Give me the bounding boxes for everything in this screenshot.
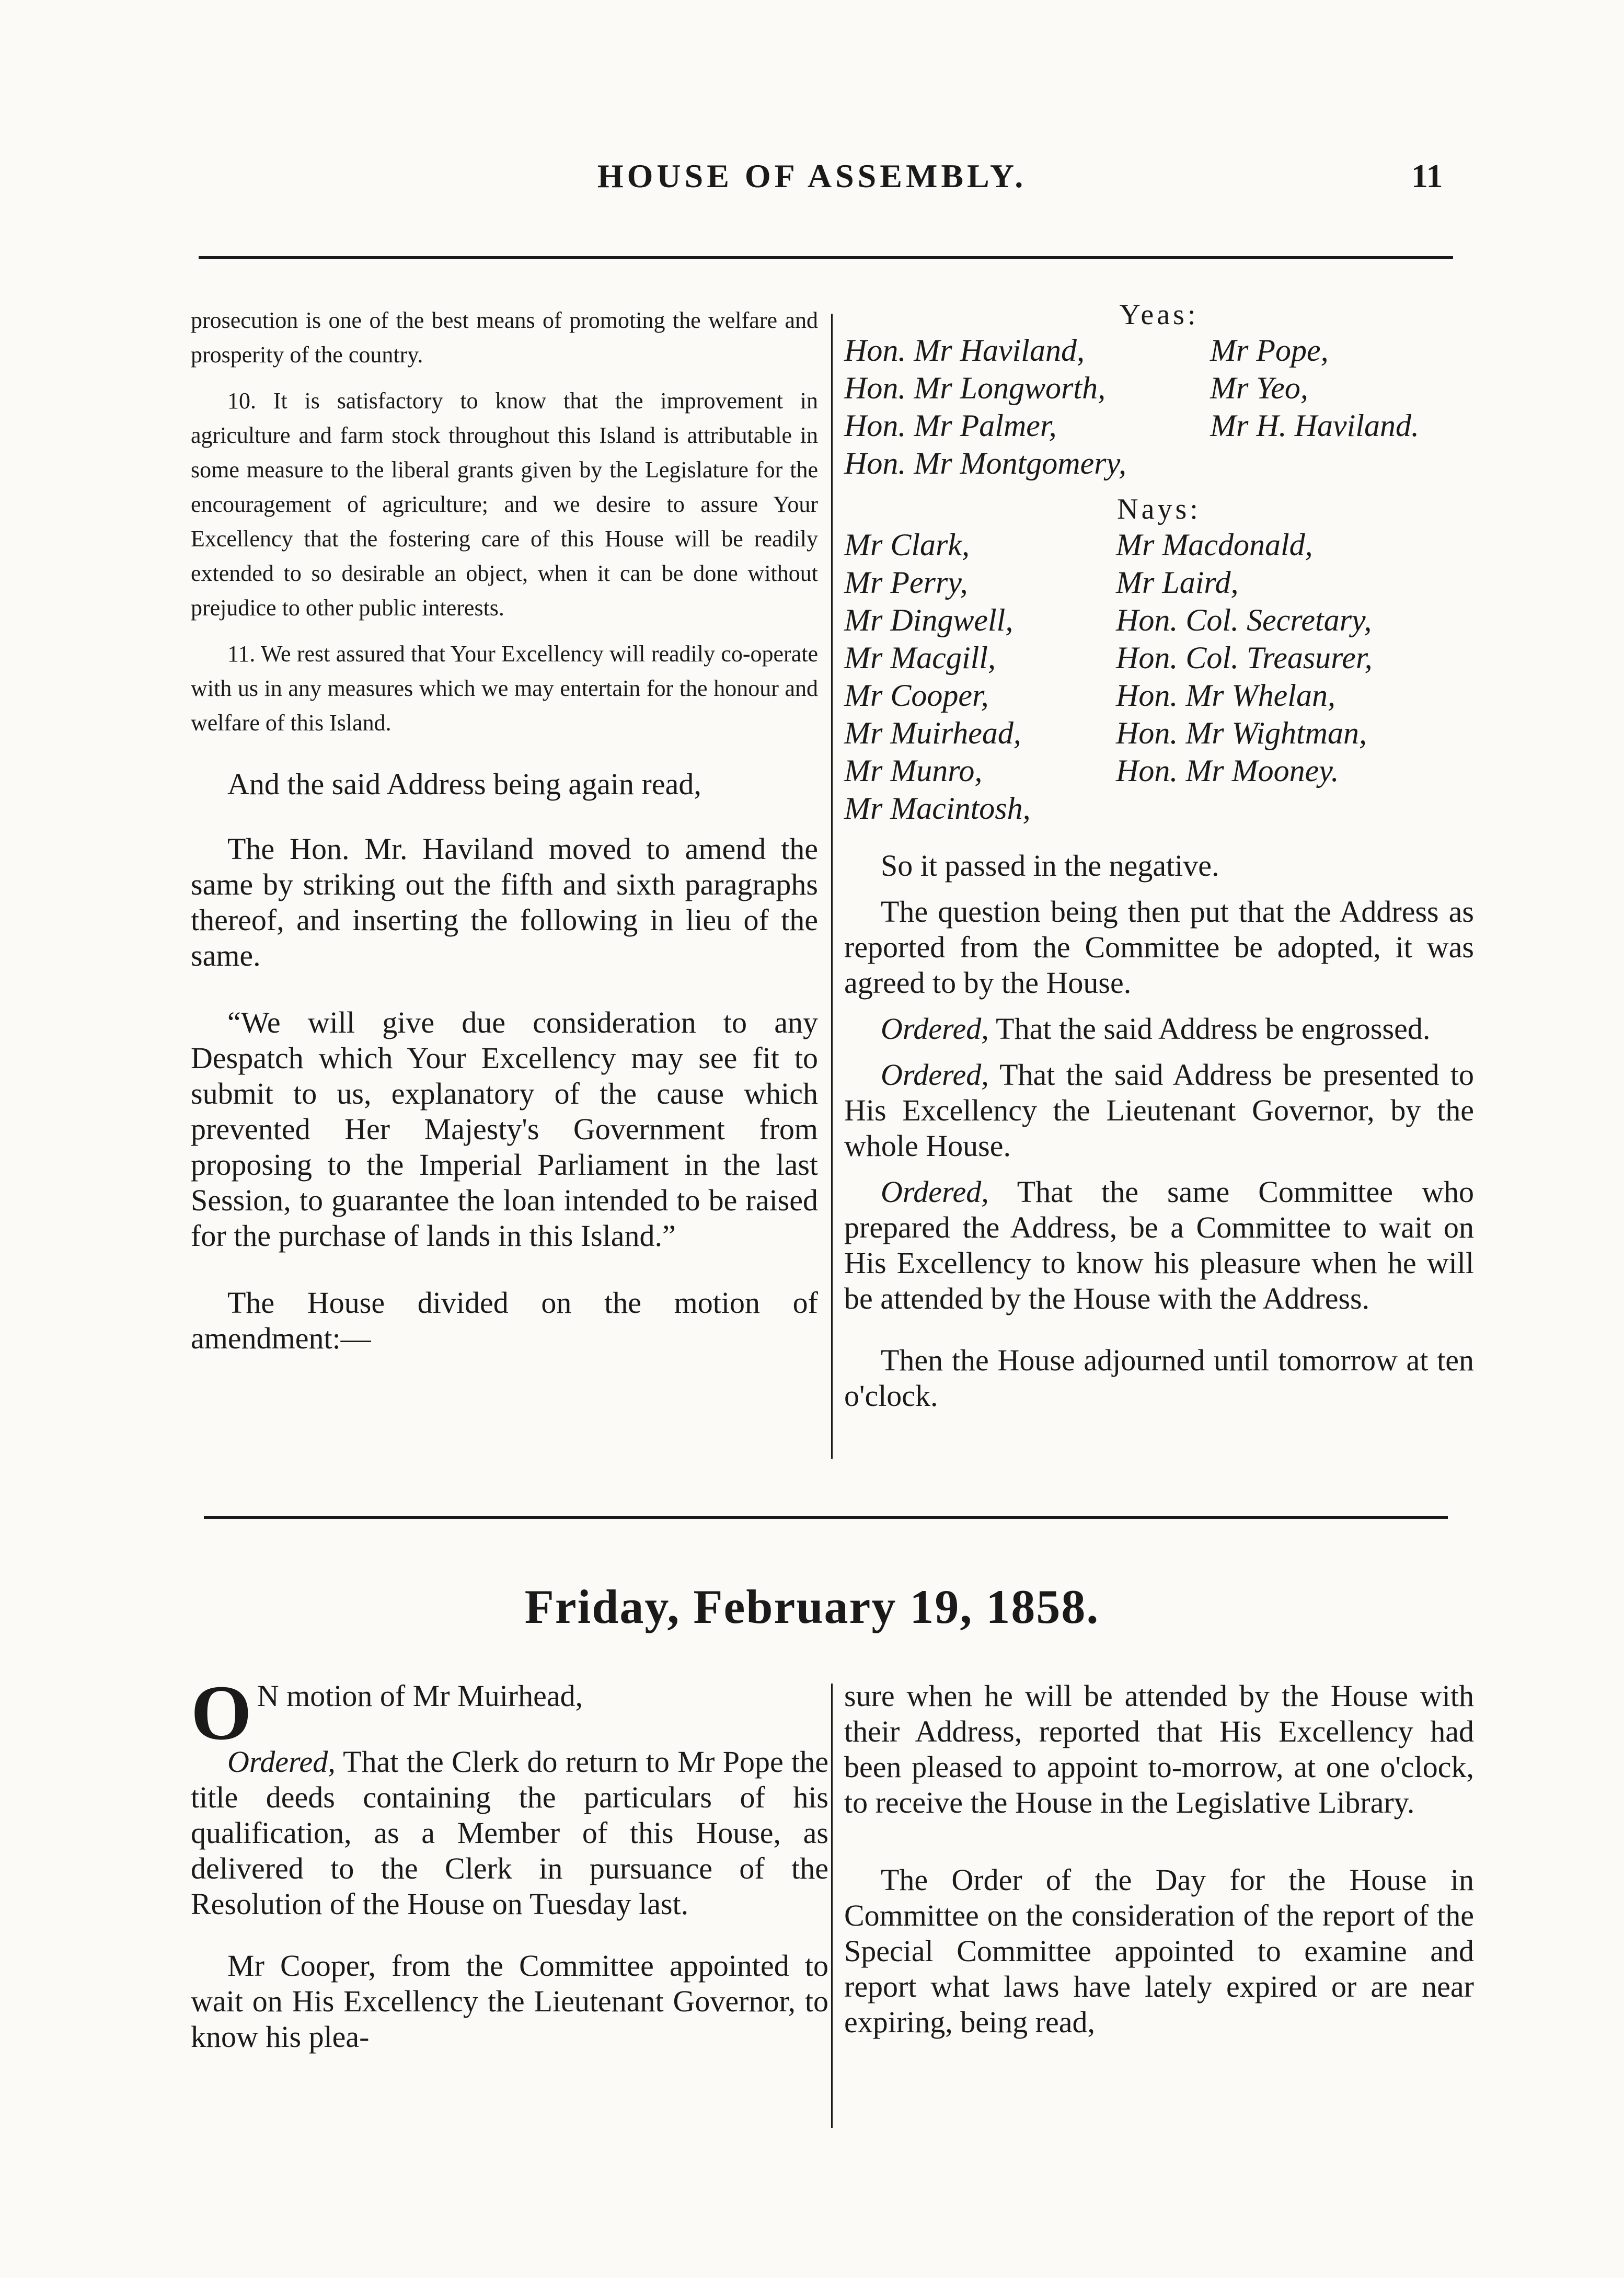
ordered-text: That the same Committee who prepared the Address, be a Committee to wait on His Excellency to know his pleasure when he will be attended by the House with the Address. [844,1175,1474,1315]
drop-cap: O [191,1669,252,1756]
nays-row [844,564,1474,601]
member-name: Mr Clark, [844,528,970,562]
member-name: Hon. Mr Mooney. [1116,753,1339,788]
member-name: Hon. Mr Montgomery, [844,446,1126,480]
question-put: The question being then put that the Address as reported from the Committee be adopted, it was agreed to by the House. [844,895,1474,1000]
header-rule [199,256,1453,259]
paragraph-11: 11. We rest assured that Your Excellency will readily co-operate with us in any measures which we may entertain for the honour and welfare of this Island. [191,641,818,736]
passed-negative: So it passed in the negative. [881,849,1219,883]
member-name: Hon. Col. Secretary, [1116,603,1372,637]
member-name: Hon. Mr Longworth, [844,371,1106,405]
member-name: Hon. Col. Treasurer, [1116,640,1373,675]
haviland-motion: The Hon. Mr. Haviland moved to amend the same by striking out the fifth and sixth paragraphs thereof, and inserting the following in lieu of the same. [191,832,818,972]
column-divider-bottom [831,1684,833,2128]
nays-row [844,752,1474,789]
ordered-committee [844,1174,1474,1317]
member-name: Mr Pope, [1210,333,1329,368]
yeas-row [844,407,1474,444]
motion-text: N motion of Mr Muirhead, [257,1679,583,1713]
ordered-text: That the Clerk do return to Mr Pope the title deeds containing the particulars of his qualification, as a Member of this House, as delivered to the Clerk in pursuance of the Resolution of the House on Tuesday last. [191,1745,828,1921]
right-column-top [844,298,1474,1414]
nays-row [844,526,1474,564]
nays-row [844,789,1474,827]
yeas-row [844,331,1474,369]
house-adjourned: Then the House adjourned until tomorrow at ten o'clock. [844,1343,1474,1413]
nays-row [844,677,1474,714]
nays-list [844,526,1474,827]
ordered-clerk [191,1744,828,1922]
ordered-text: That the said Address be presented to His Excellency the Lieutenant Governor, by the whole House. [844,1058,1475,1163]
nays-row [844,601,1474,639]
member-name: Mr Perry, [844,565,968,600]
member-name: Mr Dingwell, [844,603,1013,637]
continued-paragraph: prosecution is one of the best means of promoting the welfare and prosperity of the country. [191,307,818,368]
nays-row [844,714,1474,752]
nays-heading: Nays: [1117,493,1201,525]
member-name: Hon. Mr Haviland, [844,333,1085,368]
member-name: Mr Macgill, [844,640,996,675]
left-column-top [191,303,818,1356]
page-number: 11 [1411,157,1443,194]
member-name: Mr Cooper, [844,678,989,713]
nays-row [844,639,1474,677]
column-divider-top [831,314,833,1459]
member-name: Hon. Mr Palmer, [844,408,1057,443]
section-rule [204,1516,1448,1519]
ordered-label: Ordered, [881,1058,989,1092]
yeas-list [844,331,1474,482]
ordered-label: Ordered, [881,1012,989,1046]
yeas-heading: Yeas: [1119,299,1199,331]
left-column-bottom [191,1669,828,2055]
paragraph-10: 10. It is satisfactory to know that the improvement in agriculture and farm stock throughout this Island is attributable in some measure to the liberal grants given by the Legislature for the encouragement of agriculture; and we desire to assure Your Excellency that the fostering care of this House will be readily extended to so desirable an object, when it can be done without prejudice to other public interests. [191,388,818,621]
member-name: Mr Macintosh, [844,791,1031,826]
member-name: Mr Munro, [844,753,983,788]
ordered-presented [844,1057,1474,1164]
ordered-engrossed [844,1011,1474,1047]
member-name: Hon. Mr Wightman, [1116,716,1367,750]
ordered-label: Ordered, [881,1175,989,1209]
running-header: HOUSE OF ASSEMBLY. [597,157,1027,194]
muirhead-motion [191,1669,828,1756]
house-divided: The House divided on the motion of amendment:— [191,1286,818,1355]
member-name: Hon. Mr Whelan, [1116,678,1335,713]
cooper-report: Mr Cooper, from the Committee appointed to wait on His Excellency the Lieutenant Governor, to know his plea- [191,1949,828,2054]
member-name: Mr Laird, [1116,565,1239,600]
right-column-bottom [844,1678,1474,2040]
order-of-day: The Order of the Day for the House in Committee on the consideration of the report of the Special Committee appointed to examine and report what laws have lately expired or are near expiring, being read, [844,1863,1474,2039]
yeas-row [844,369,1474,407]
yeas-row [844,444,1474,482]
member-name: Mr H. Haviland. [1210,408,1419,443]
day-heading: Friday, February 19, 1858. [524,1580,1100,1633]
amendment-quote: “We will give due consideration to any Despatch which Your Excellency may see fit to submit to us, explanatory of the cause which prevented Her Majesty's Government from proposing to the Imperial Parliament in the last Session, to guarantee the loan intended to be raised for the purchase of lands in this Island.” [191,1005,818,1253]
member-name: Mr Macdonald, [1116,528,1313,562]
member-name: Mr Muirhead, [844,716,1021,750]
address-read: And the said Address being again read, [227,767,701,801]
member-name: Mr Yeo, [1210,371,1308,405]
ordered-text: That the said Address be engrossed. [996,1012,1431,1046]
cooper-report-continued: sure when he will be attended by the House with their Address, reported that His Excellency had been pleased to appoint to-morrow, at one o'clock, to receive the House in the Legislative Library. [844,1679,1474,1819]
ordered-label: Ordered, [227,1745,336,1779]
